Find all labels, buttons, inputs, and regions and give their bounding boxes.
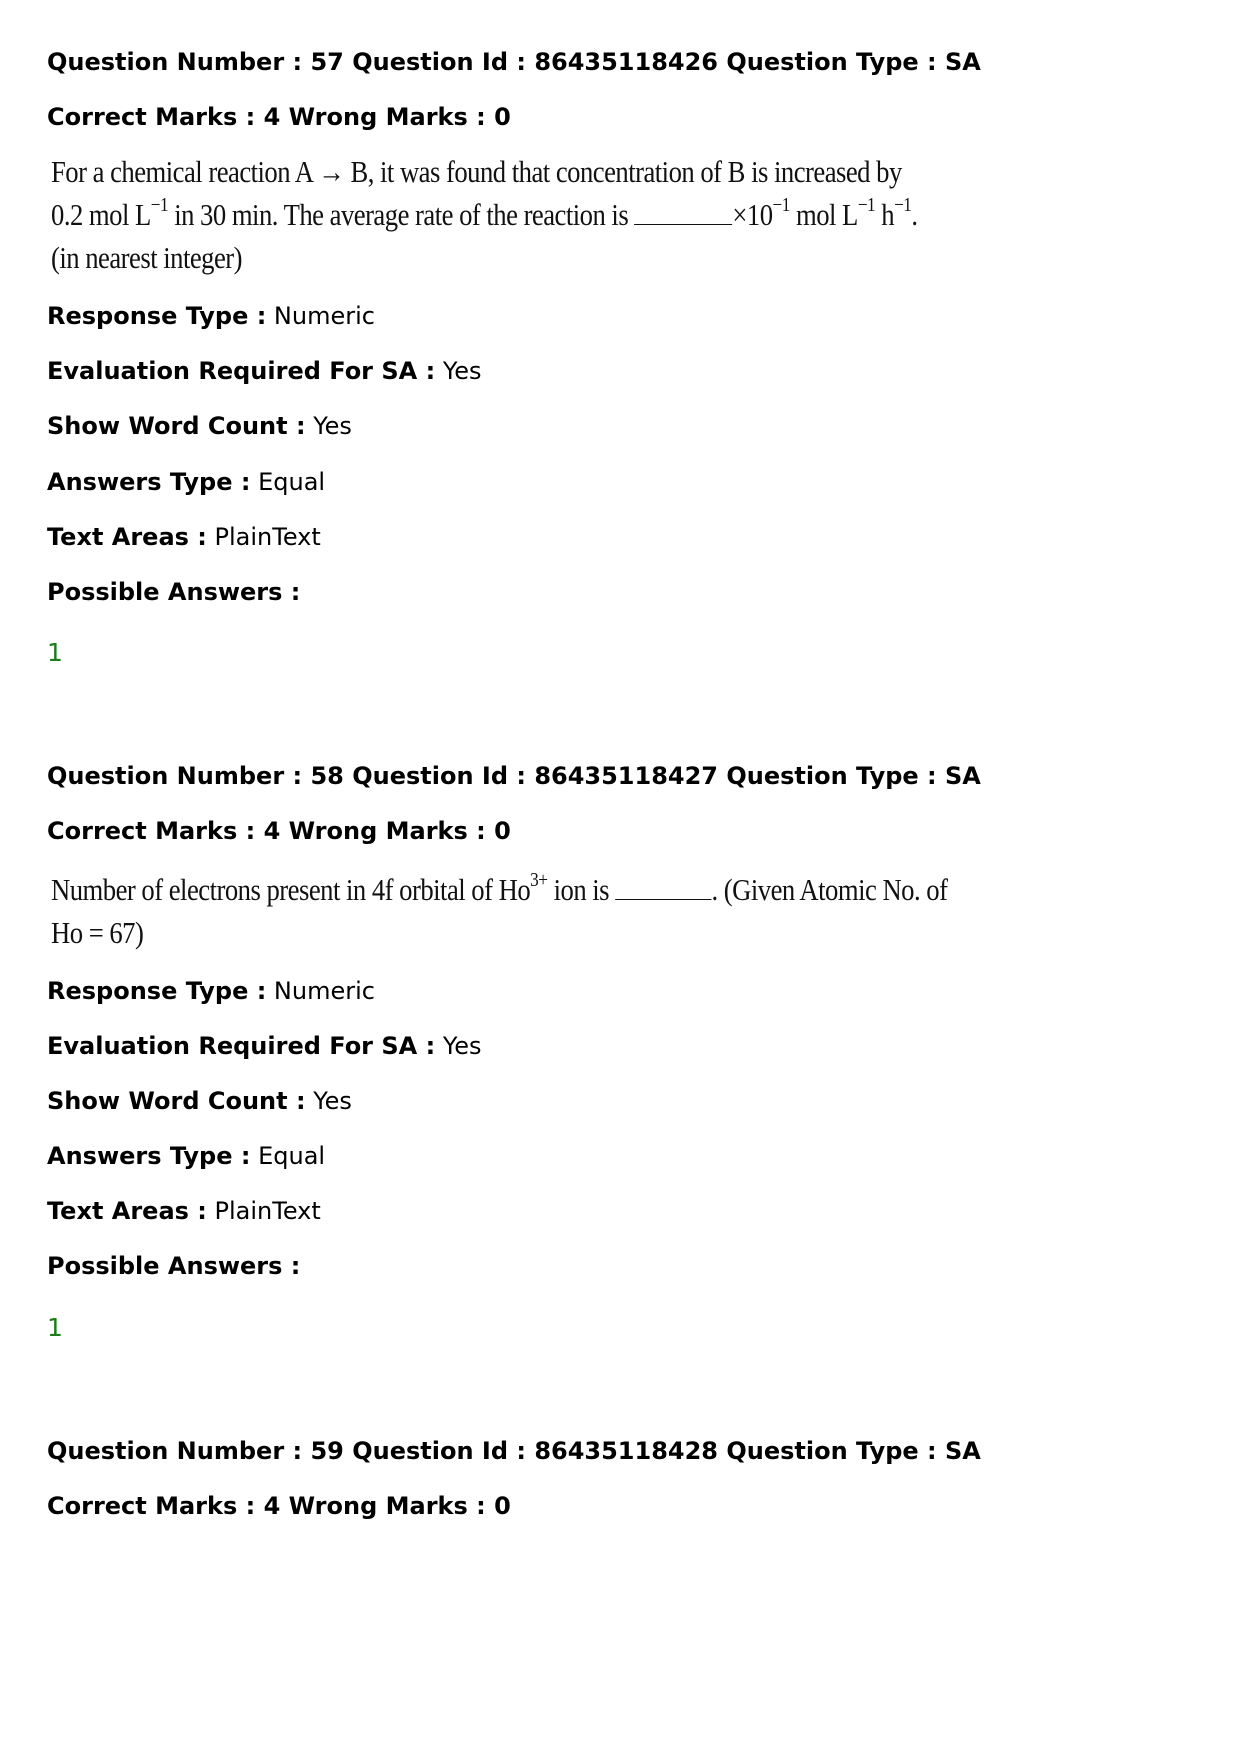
answers-type-field: Answers Type : Equal xyxy=(47,468,326,496)
question-marks: Correct Marks : 4 Wrong Marks : 0 xyxy=(47,1492,511,1520)
show-word-count-field: Show Word Count : Yes xyxy=(47,412,352,440)
possible-answer-value: 1 xyxy=(47,1313,63,1342)
question-text-line: Number of electrons present in 4f orbital of $Ho^{3+}$ ion is . (Given Atomic No. of xyxy=(51,869,948,907)
possible-answer-value: 1 xyxy=(47,638,63,667)
possible-answers-label: Possible Answers : xyxy=(47,1252,301,1280)
question-header: Question Number : 59 Question Id : 86435118428 Question Type : SA xyxy=(47,1437,981,1465)
question-header: Question Number : 57 Question Id : 86435118426 Question Type : SA xyxy=(47,48,981,76)
question-marks: Correct Marks : 4 Wrong Marks : 0 xyxy=(47,817,511,845)
response-type-field: Response Type : Numeric xyxy=(47,302,375,330)
possible-answers-label: Possible Answers : xyxy=(47,578,301,606)
question-header: Question Number : 58 Question Id : 86435118427 Question Type : SA xyxy=(47,762,981,790)
question-text-line: For a chemical reaction A → B, it was found that concentration of B is increased by xyxy=(51,154,902,189)
answers-type-field: Answers Type : Equal xyxy=(47,1142,326,1170)
answer-blank xyxy=(634,202,732,225)
show-word-count-field: Show Word Count : Yes xyxy=(47,1087,352,1115)
text-areas-field: Text Areas : PlainText xyxy=(47,523,321,551)
question-text-line: (in nearest integer) xyxy=(51,240,243,275)
answer-blank xyxy=(615,877,711,900)
question-text-line: 0.2 mol $L^{-1}$ in 30 min. The average rate of the reaction is $\times 10^{-1}$ mol $L^{-1}$ $h^{-1}$. xyxy=(51,194,918,232)
question-text-image xyxy=(51,150,918,279)
evaluation-required-field: Evaluation Required For SA : Yes xyxy=(47,357,482,385)
question-text-image xyxy=(51,868,947,954)
evaluation-required-field: Evaluation Required For SA : Yes xyxy=(47,1032,482,1060)
response-type-field: Response Type : Numeric xyxy=(47,977,375,1005)
question-marks: Correct Marks : 4 Wrong Marks : 0 xyxy=(47,103,511,131)
text-areas-field: Text Areas : PlainText xyxy=(47,1197,321,1225)
question-text-line: Ho = 67) xyxy=(51,915,144,950)
